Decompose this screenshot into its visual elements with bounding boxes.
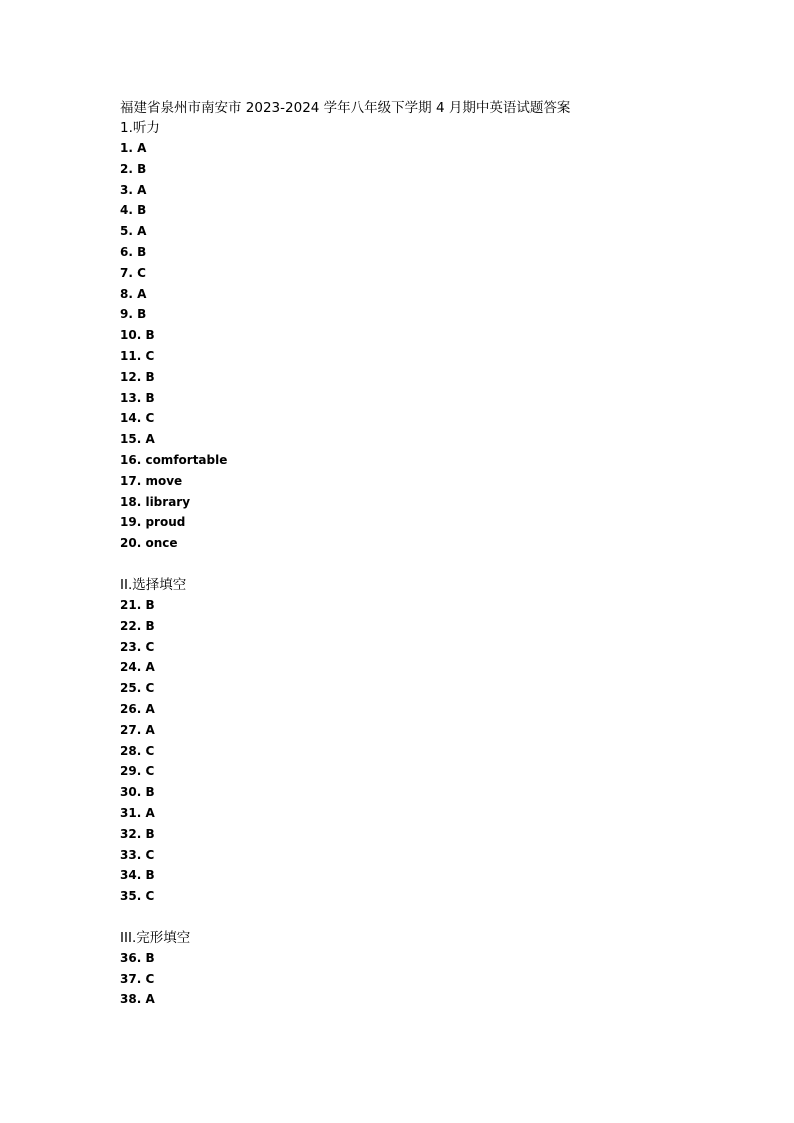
answer-item (120, 304, 740, 325)
section-heading: III.完形填空 (120, 929, 191, 946)
answer-value: C (137, 265, 146, 280)
section-spacer (120, 907, 740, 928)
answer-value: C (145, 681, 155, 696)
question-number: 17. (120, 473, 142, 488)
answer-value: A (137, 224, 147, 239)
question-number: 27. (120, 722, 142, 737)
answer-value: A (137, 182, 147, 197)
answer-value: B (145, 597, 155, 612)
answer-item (120, 845, 740, 866)
answer-value: A (145, 722, 155, 737)
answer-value: B (137, 244, 147, 259)
question-number: 34. (120, 868, 142, 883)
answer-item (120, 824, 740, 845)
answer-item (120, 263, 740, 284)
question-number: 18. (120, 494, 142, 509)
question-number: 37. (120, 971, 142, 986)
answer-value: C (145, 639, 155, 654)
answer-item (120, 159, 740, 180)
answer-item (120, 429, 740, 450)
answer-value: C (145, 411, 155, 426)
answer-value: comfortable (145, 452, 228, 467)
question-number: 25. (120, 681, 142, 696)
answer-item (120, 637, 740, 658)
answer-value: C (145, 764, 155, 779)
question-number: 19. (120, 515, 142, 530)
answer-item (120, 471, 740, 492)
document-page (120, 98, 740, 1010)
answer-value: A (145, 805, 155, 820)
answer-item (120, 221, 740, 242)
answer-value: B (137, 203, 147, 218)
question-number: 24. (120, 660, 142, 675)
answer-item (120, 720, 740, 741)
answer-value: B (145, 390, 155, 405)
question-number: 5. (120, 224, 133, 239)
question-number: 9. (120, 307, 133, 322)
answer-value: A (137, 286, 147, 301)
answer-item (120, 699, 740, 720)
answer-item (120, 346, 740, 367)
question-number: 32. (120, 826, 142, 841)
answer-item (120, 388, 740, 409)
answer-item (120, 803, 740, 824)
answer-item (120, 284, 740, 305)
question-number: 35. (120, 889, 142, 904)
question-number: 38. (120, 992, 142, 1007)
question-number: 20. (120, 536, 142, 551)
question-number: 13. (120, 390, 142, 405)
answer-item (120, 678, 740, 699)
section-spacer (120, 554, 740, 575)
answer-value: A (145, 432, 155, 447)
answer-item (120, 450, 740, 471)
answer-item (120, 948, 740, 969)
answer-item (120, 492, 740, 513)
answer-item (120, 180, 740, 201)
question-number: 1. (120, 141, 133, 155)
question-number: 6. (120, 244, 133, 259)
answer-item (120, 865, 740, 886)
answer-item (120, 595, 740, 616)
answer-item (120, 657, 740, 678)
answer-list (120, 948, 740, 1010)
answer-item (120, 741, 740, 762)
question-number: 4. (120, 203, 133, 218)
answer-item (120, 408, 740, 429)
answer-item (120, 367, 740, 388)
answer-value: B (145, 950, 155, 965)
question-number: 36. (120, 950, 142, 965)
answer-item (120, 886, 740, 907)
answer-value: once (145, 536, 178, 551)
question-number: 16. (120, 452, 142, 467)
question-number: 2. (120, 161, 133, 176)
answer-item (120, 761, 740, 782)
answer-value: C (145, 743, 155, 758)
answer-item (120, 512, 740, 533)
answer-item (120, 616, 740, 637)
answer-value: B (145, 785, 155, 800)
answer-item (120, 325, 740, 346)
answer-value: C (145, 348, 155, 363)
answer-value: B (137, 307, 147, 322)
answer-list (120, 595, 740, 907)
question-number: 3. (120, 182, 133, 197)
answer-item (120, 200, 740, 221)
answer-sections (120, 118, 740, 1010)
answer-value: C (145, 847, 155, 862)
answer-value: A (145, 701, 155, 716)
question-number: 21. (120, 597, 142, 612)
question-number: 14. (120, 411, 142, 426)
question-number: 15. (120, 432, 142, 447)
question-number: 30. (120, 785, 142, 800)
answer-value: B (145, 328, 155, 343)
question-number: 12. (120, 369, 142, 384)
question-number: 26. (120, 701, 142, 716)
question-number: 11. (120, 348, 142, 363)
answer-item (120, 989, 740, 1010)
section-heading: II.选择填空 (120, 576, 187, 593)
answer-value: B (145, 826, 155, 841)
answer-value: C (145, 971, 155, 986)
question-number: 8. (120, 286, 133, 301)
answer-value: C (145, 889, 155, 904)
answer-value: library (145, 494, 191, 509)
answer-value: proud (145, 515, 186, 530)
answer-item (120, 782, 740, 803)
answer-item (120, 138, 740, 159)
answer-list (120, 138, 740, 554)
question-number: 33. (120, 847, 142, 862)
question-number: 10. (120, 328, 142, 343)
answer-value: A (137, 141, 147, 155)
section-heading: 1.听力 (120, 120, 160, 136)
answer-value: B (145, 369, 155, 384)
answer-value: B (145, 618, 155, 633)
question-number: 28. (120, 743, 142, 758)
question-number: 23. (120, 639, 142, 654)
answer-item (120, 242, 740, 263)
question-number: 7. (120, 265, 133, 280)
answer-value: A (145, 660, 155, 675)
question-number: 22. (120, 618, 142, 633)
question-number: 29. (120, 764, 142, 779)
question-number: 31. (120, 805, 142, 820)
answer-value: A (145, 992, 155, 1007)
answer-item (120, 969, 740, 990)
answer-value: move (145, 473, 183, 488)
answer-value: B (137, 161, 147, 176)
answer-value: B (145, 868, 155, 883)
document-title: 福建省泉州市南安市 2023-2024 学年八年级下学期 4 月期中英语试题答案 (120, 100, 571, 116)
answer-item (120, 533, 740, 554)
